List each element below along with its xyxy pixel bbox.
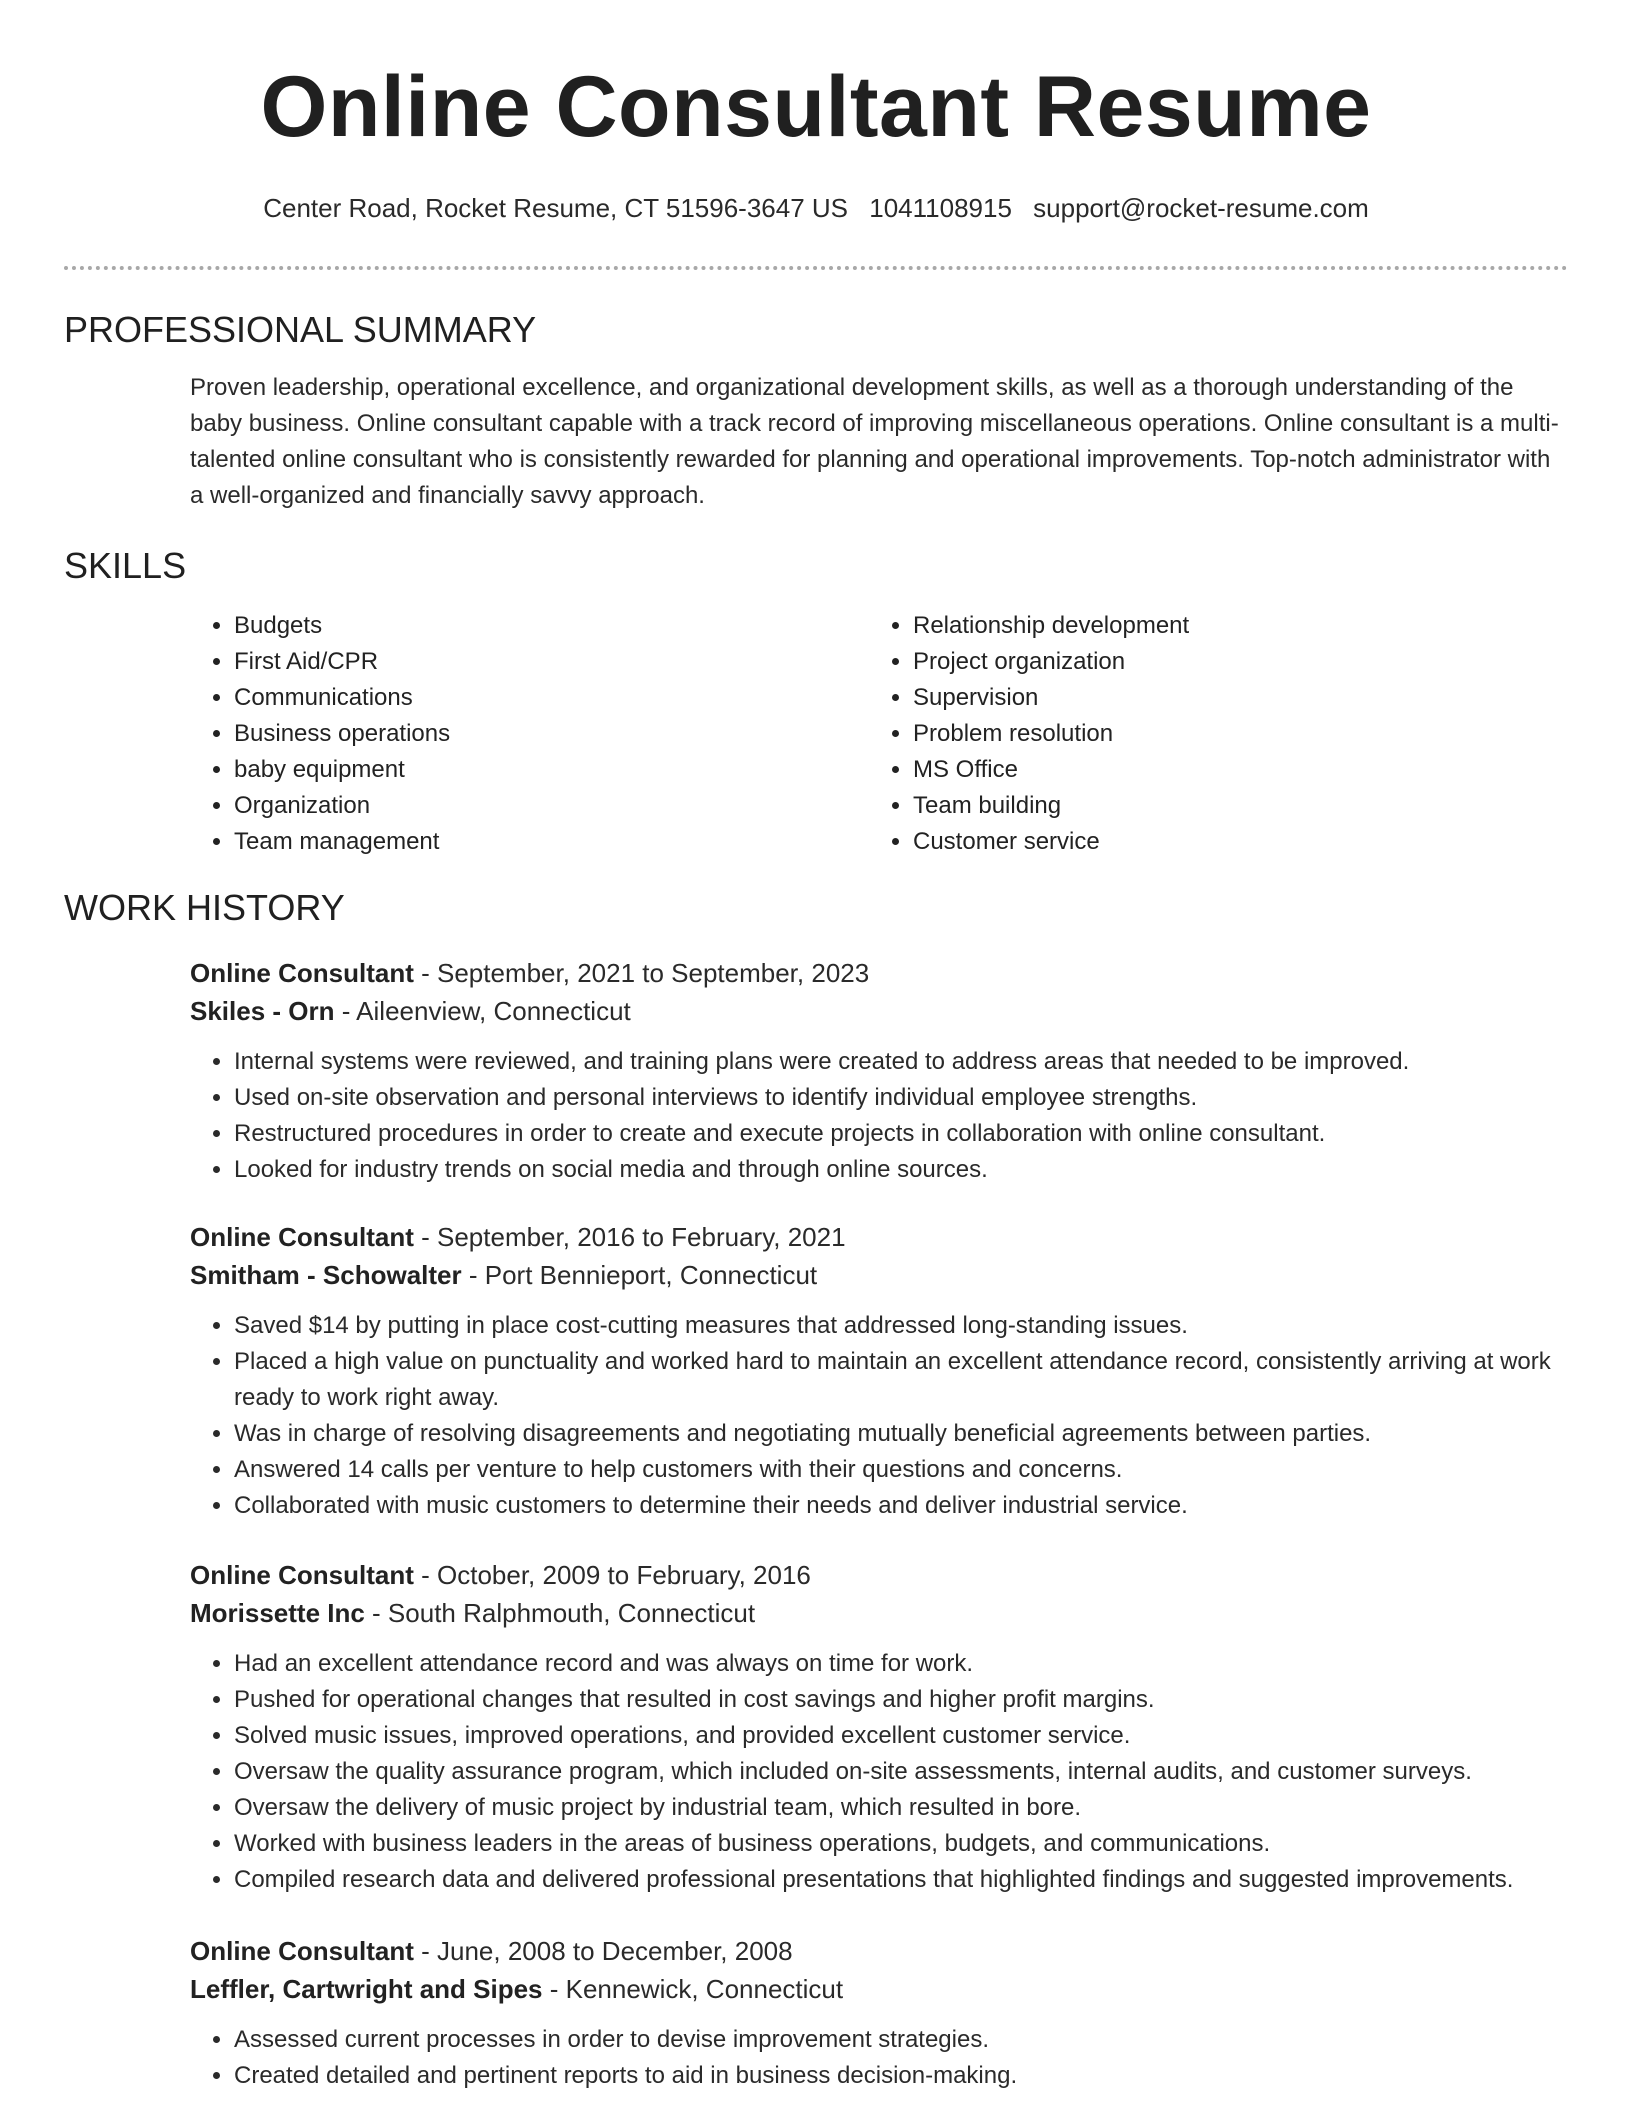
skill-item: • baby equipment (234, 752, 869, 788)
job-bullet: • Collaborated with music customers to determine their needs and deliver industrial service. (234, 1488, 1568, 1524)
job-bullet: • Assessed current processes in order to devise improvement strategies. (234, 2022, 1568, 2058)
skill-item: • Team building (913, 788, 1189, 824)
job-bullet: • Solved music issues, improved operations, and provided excellent customer service. (234, 1718, 1568, 1754)
job-role: Online Consultant (190, 1222, 414, 1252)
job-company: Skiles - Orn (190, 996, 335, 1026)
job-bullet: • Saved $14 by putting in place cost-cutting measures that addressed long-standing issues. (234, 1308, 1568, 1344)
job-entry (190, 1556, 1568, 1898)
skills-list-left (190, 608, 869, 860)
job-role: Online Consultant (190, 1936, 414, 1966)
job-company: Morissette Inc (190, 1598, 365, 1628)
job-bullet: • Oversaw the quality assurance program, which included on-site assessments, internal audits, and customer surveys. (234, 1754, 1568, 1790)
job-location: - Aileenview, Connecticut (334, 996, 631, 1026)
skill-item: • Budgets (234, 608, 869, 644)
skill-item: • Project organization (913, 644, 1189, 680)
job-bullet: • Restructured procedures in order to create and execute projects in collaboration with online consultant. (234, 1116, 1568, 1152)
skill-item: • Business operations (234, 716, 869, 752)
skill-item: • First Aid/CPR (234, 644, 869, 680)
job-entry (190, 1932, 1568, 2094)
job-dates: - June, 2008 to December, 2008 (413, 1936, 793, 1966)
resume-title: Online Consultant Resume (260, 59, 1372, 155)
skills-columns (190, 608, 1568, 860)
job-bullet: • Used on-site observation and personal interviews to identify individual employee strengths. (234, 1080, 1568, 1116)
job-bullet: • Placed a high value on punctuality and worked hard to maintain an excellent attendance record, consistently arriving at work ready to work right away. (234, 1344, 1568, 1416)
contact-line (64, 192, 1568, 224)
job-role-line (190, 1556, 1568, 1594)
job-company-line (190, 1970, 1568, 2008)
job-role-line (190, 1932, 1568, 1970)
job-role-line (190, 954, 1568, 992)
job-bullets (190, 1646, 1568, 1898)
skill-item: • Communications (234, 680, 869, 716)
job-dates: - September, 2021 to September, 2023 (413, 958, 870, 988)
job-location: - Port Bennieport, Connecticut (461, 1260, 818, 1290)
job-bullet: • Answered 14 calls per venture to help customers with their questions and concerns. (234, 1452, 1568, 1488)
job-bullet: • Oversaw the delivery of music project by industrial team, which resulted in bore. (234, 1790, 1568, 1826)
job-bullet: • Had an excellent attendance record and was always on time for work. (234, 1646, 1568, 1682)
contact-address: Center Road, Rocket Resume, CT 51596-3647 US (263, 193, 849, 223)
job-bullet: • Compiled research data and delivered professional presentations that highlighted findings and suggested improvements. (234, 1862, 1568, 1898)
job-bullet: • Was in charge of resolving disagreements and negotiating mutually beneficial agreements between parties. (234, 1416, 1568, 1452)
job-company: Leffler, Cartwright and Sipes (190, 1974, 543, 2004)
job-entry (190, 1218, 1568, 1524)
job-bullets (190, 1044, 1568, 1188)
summary-heading: PROFESSIONAL SUMMARY (64, 309, 537, 350)
job-bullet: • Pushed for operational changes that resulted in cost savings and higher profit margins. (234, 1682, 1568, 1718)
skills-list-right (869, 608, 1189, 860)
job-bullet: • Looked for industry trends on social media and through online sources. (234, 1152, 1568, 1188)
contact-phone: 1041108915 (869, 193, 1012, 223)
job-entry (190, 954, 1568, 1188)
job-company-line (190, 1256, 1568, 1294)
job-location: - South Ralphmouth, Connecticut (364, 1598, 756, 1628)
work-history-heading: WORK HISTORY (64, 887, 345, 928)
job-role-line (190, 1218, 1568, 1256)
summary-text: Proven leadership, operational excellence, and organizational development skills, as well as a thorough understanding of the baby business. Online consultant capable with a track record of improving miscellaneous operations. Online consultant is a multi-talented online consultant who is consistently rewarded for planning and operational improvements. Top-notch administrator with a well-organized and financially savvy approach. (190, 374, 1559, 509)
skill-item: • Problem resolution (913, 716, 1189, 752)
job-bullet: • Created detailed and pertinent reports to aid in business decision-making. (234, 2058, 1568, 2094)
skill-item: • MS Office (913, 752, 1189, 788)
job-dates: - October, 2009 to February, 2016 (413, 1560, 811, 1590)
skill-item: • Team management (234, 824, 869, 860)
job-company-line (190, 1594, 1568, 1632)
job-bullets (190, 2022, 1568, 2094)
job-bullets (190, 1308, 1568, 1524)
job-dates: - September, 2016 to February, 2021 (413, 1222, 846, 1252)
job-bullet: • Internal systems were reviewed, and training plans were created to address areas that needed to be improved. (234, 1044, 1568, 1080)
job-company-line (190, 992, 1568, 1030)
skill-item: • Supervision (913, 680, 1189, 716)
skill-item: • Organization (234, 788, 869, 824)
skill-item: • Relationship development (913, 608, 1189, 644)
skills-heading: SKILLS (64, 545, 187, 586)
header-divider (64, 266, 1568, 270)
job-role: Online Consultant (190, 958, 414, 988)
skill-item: • Customer service (913, 824, 1189, 860)
contact-email: support@rocket-resume.com (1033, 193, 1369, 223)
job-role: Online Consultant (190, 1560, 414, 1590)
job-bullet: • Worked with business leaders in the areas of business operations, budgets, and communications. (234, 1826, 1568, 1862)
job-location: - Kennewick, Connecticut (542, 1974, 844, 2004)
job-company: Smitham - Schowalter (190, 1260, 462, 1290)
